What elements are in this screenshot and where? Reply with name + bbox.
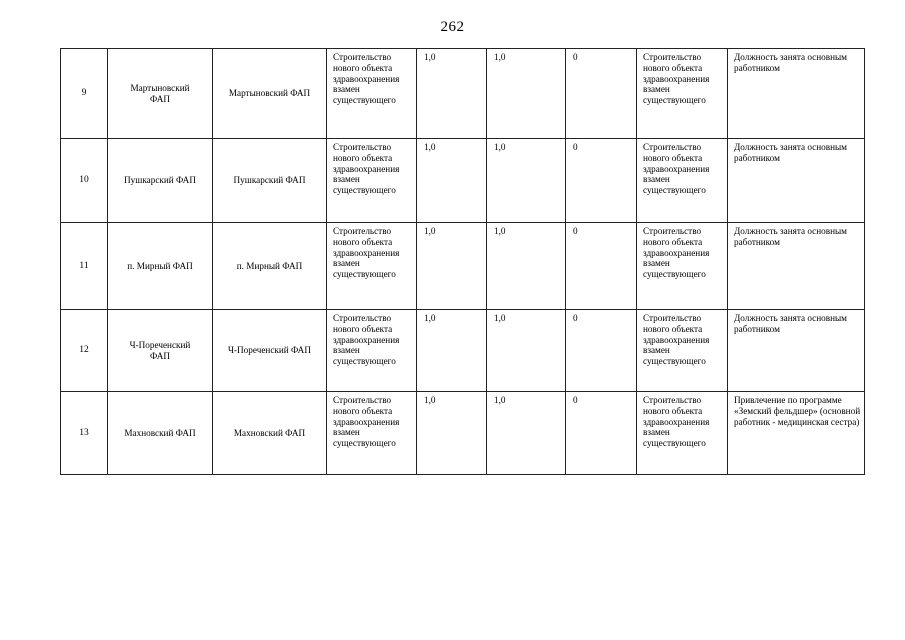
value-3: 0 — [566, 223, 637, 310]
facility-name-2: Ч-Пореченский ФАП — [213, 310, 327, 392]
staffing-note: Должность занята основным работником — [728, 49, 865, 139]
value-1: 1,0 — [417, 139, 487, 223]
facility-name — [108, 310, 213, 392]
facility-name-2: п. Мирный ФАП — [213, 223, 327, 310]
facility-name — [108, 49, 213, 139]
facility-name-text: Ч-Пореченский ФАП — [129, 339, 191, 361]
facility-name-2: Махновский ФАП — [213, 392, 327, 475]
planned-work-2: Строительство нового объекта здравоохранения взамен существующего — [637, 223, 728, 310]
planned-work: Строительство нового объекта здравоохранения взамен существующего — [327, 223, 417, 310]
planned-work-2: Строительство нового объекта здравоохранения взамен существующего — [637, 49, 728, 139]
value-1: 1,0 — [417, 392, 487, 475]
facility-name: Пушкарский ФАП — [108, 139, 213, 223]
staffing-note: Должность занята основным работником — [728, 310, 865, 392]
table-row — [61, 392, 865, 475]
facility-name: п. Мирный ФАП — [108, 223, 213, 310]
row-number: 10 — [61, 139, 108, 223]
table-row — [61, 49, 865, 139]
value-2: 1,0 — [487, 392, 566, 475]
planned-work-2: Строительство нового объекта здравоохранения взамен существующего — [637, 139, 728, 223]
planned-work-2: Строительство нового объекта здравоохранения взамен существующего — [637, 310, 728, 392]
value-2: 1,0 — [487, 49, 566, 139]
value-2: 1,0 — [487, 310, 566, 392]
row-number: 11 — [61, 223, 108, 310]
planned-work: Строительство нового объекта здравоохранения взамен существующего — [327, 392, 417, 475]
value-1: 1,0 — [417, 223, 487, 310]
facility-name-2: Пушкарский ФАП — [213, 139, 327, 223]
planned-work: Строительство нового объекта здравоохранения взамен существующего — [327, 310, 417, 392]
value-2: 1,0 — [487, 223, 566, 310]
row-number: 12 — [61, 310, 108, 392]
value-3: 0 — [566, 139, 637, 223]
value-3: 0 — [566, 310, 637, 392]
planned-work: Строительство нового объекта здравоохранения взамен существующего — [327, 49, 417, 139]
row-number: 13 — [61, 392, 108, 475]
value-1: 1,0 — [417, 49, 487, 139]
value-3: 0 — [566, 392, 637, 475]
table-row — [61, 139, 865, 223]
staffing-note: Должность занята основным работником — [728, 139, 865, 223]
value-2: 1,0 — [487, 139, 566, 223]
staffing-note: Привлечение по программе «Земский фельдшер» (основной работник - медицинская сестра) — [728, 392, 865, 475]
table-row — [61, 310, 865, 392]
facility-name: Махновский ФАП — [108, 392, 213, 475]
facility-name-text: Мартыновский ФАП — [130, 82, 190, 104]
value-1: 1,0 — [417, 310, 487, 392]
value-3: 0 — [566, 49, 637, 139]
planned-work: Строительство нового объекта здравоохранения взамен существующего — [327, 139, 417, 223]
planned-work-2: Строительство нового объекта здравоохранения взамен существующего — [637, 392, 728, 475]
staffing-note: Должность занята основным работником — [728, 223, 865, 310]
table-row — [61, 223, 865, 310]
facility-name-2: Мартыновский ФАП — [213, 49, 327, 139]
row-number: 9 — [61, 49, 108, 139]
facilities-table — [60, 48, 865, 475]
page-number: 262 — [440, 19, 465, 35]
